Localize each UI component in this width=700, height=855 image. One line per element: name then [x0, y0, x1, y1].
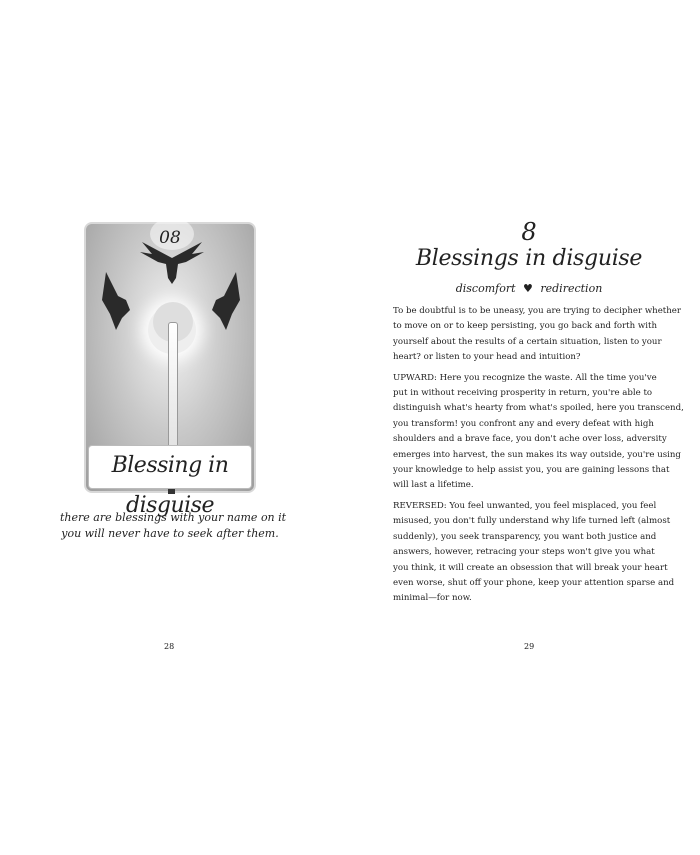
raven-icon	[206, 270, 246, 334]
text-line: answers, however, retracing your steps won't give you what	[393, 547, 655, 558]
upward-paragraph	[393, 371, 684, 494]
text-line: emerges into harvest, the sun makes its way outside, you're using	[393, 449, 681, 460]
card-number: 08	[159, 228, 181, 248]
text-line: will last a lifetime.	[393, 480, 474, 491]
text-line: heart? or listen to your head and intuition?	[393, 352, 581, 363]
text-line: To be doubtful is to be uneasy, you are trying to decipher whether	[393, 306, 681, 316]
quote-line: there are blessings with your name on it	[60, 511, 287, 524]
text-line: even worse, shut off your phone, keep your attention sparse and	[393, 577, 675, 588]
quote-line: you will never have to seek after them.	[61, 527, 279, 540]
keyword: discomfort	[455, 282, 516, 295]
card-quote	[60, 510, 287, 542]
text-line: REVERSED: You feel unwanted, you feel misplaced, you feel	[393, 500, 657, 511]
page-title: Blessings in disguise	[415, 246, 643, 271]
tarot-card-illustration	[84, 222, 256, 518]
text-line: to move on or to keep persisting, you go back and forth with	[393, 321, 657, 332]
heart-icon: ♥	[523, 282, 533, 295]
text-line: you think, it will create an obsession that will break your heart	[393, 562, 668, 573]
text-line: you transform! you confront any and every defeat with high	[393, 418, 654, 429]
text-line: put in without receiving prosperity in return, you're able to	[393, 388, 653, 399]
page-number: 29	[524, 642, 535, 651]
text-line: suddenly), you seek transparency, you want both justice and	[393, 531, 657, 542]
intro-paragraph	[393, 304, 681, 366]
text-line: yourself about the results of a certain situation, listen to your	[393, 336, 662, 347]
text-line: minimal—for now.	[393, 593, 472, 604]
text-line: misused, you don't fully understand why life turned left (almost	[393, 516, 671, 527]
card-title: Blessing in disguise	[88, 445, 252, 489]
text-line: distinguish what's hearty from what's spoiled, here you transcend,	[393, 403, 684, 414]
text-line: your knowledge to help assist you, you are gaining lessons that	[393, 465, 670, 476]
keyword: redirection	[540, 282, 603, 295]
text-line: shoulders and a brave face, you don't ache over loss, adversity	[393, 434, 667, 445]
reversed-paragraph	[393, 499, 673, 607]
raven-icon	[96, 270, 136, 334]
keywords	[393, 282, 665, 295]
text-line: UPWARD: Here you recognize the waste. All the time you've	[393, 372, 657, 383]
page-number: 28	[164, 642, 175, 651]
body-text	[393, 304, 684, 612]
card-number-heading: 8	[521, 218, 537, 246]
raven-icon	[138, 238, 206, 286]
